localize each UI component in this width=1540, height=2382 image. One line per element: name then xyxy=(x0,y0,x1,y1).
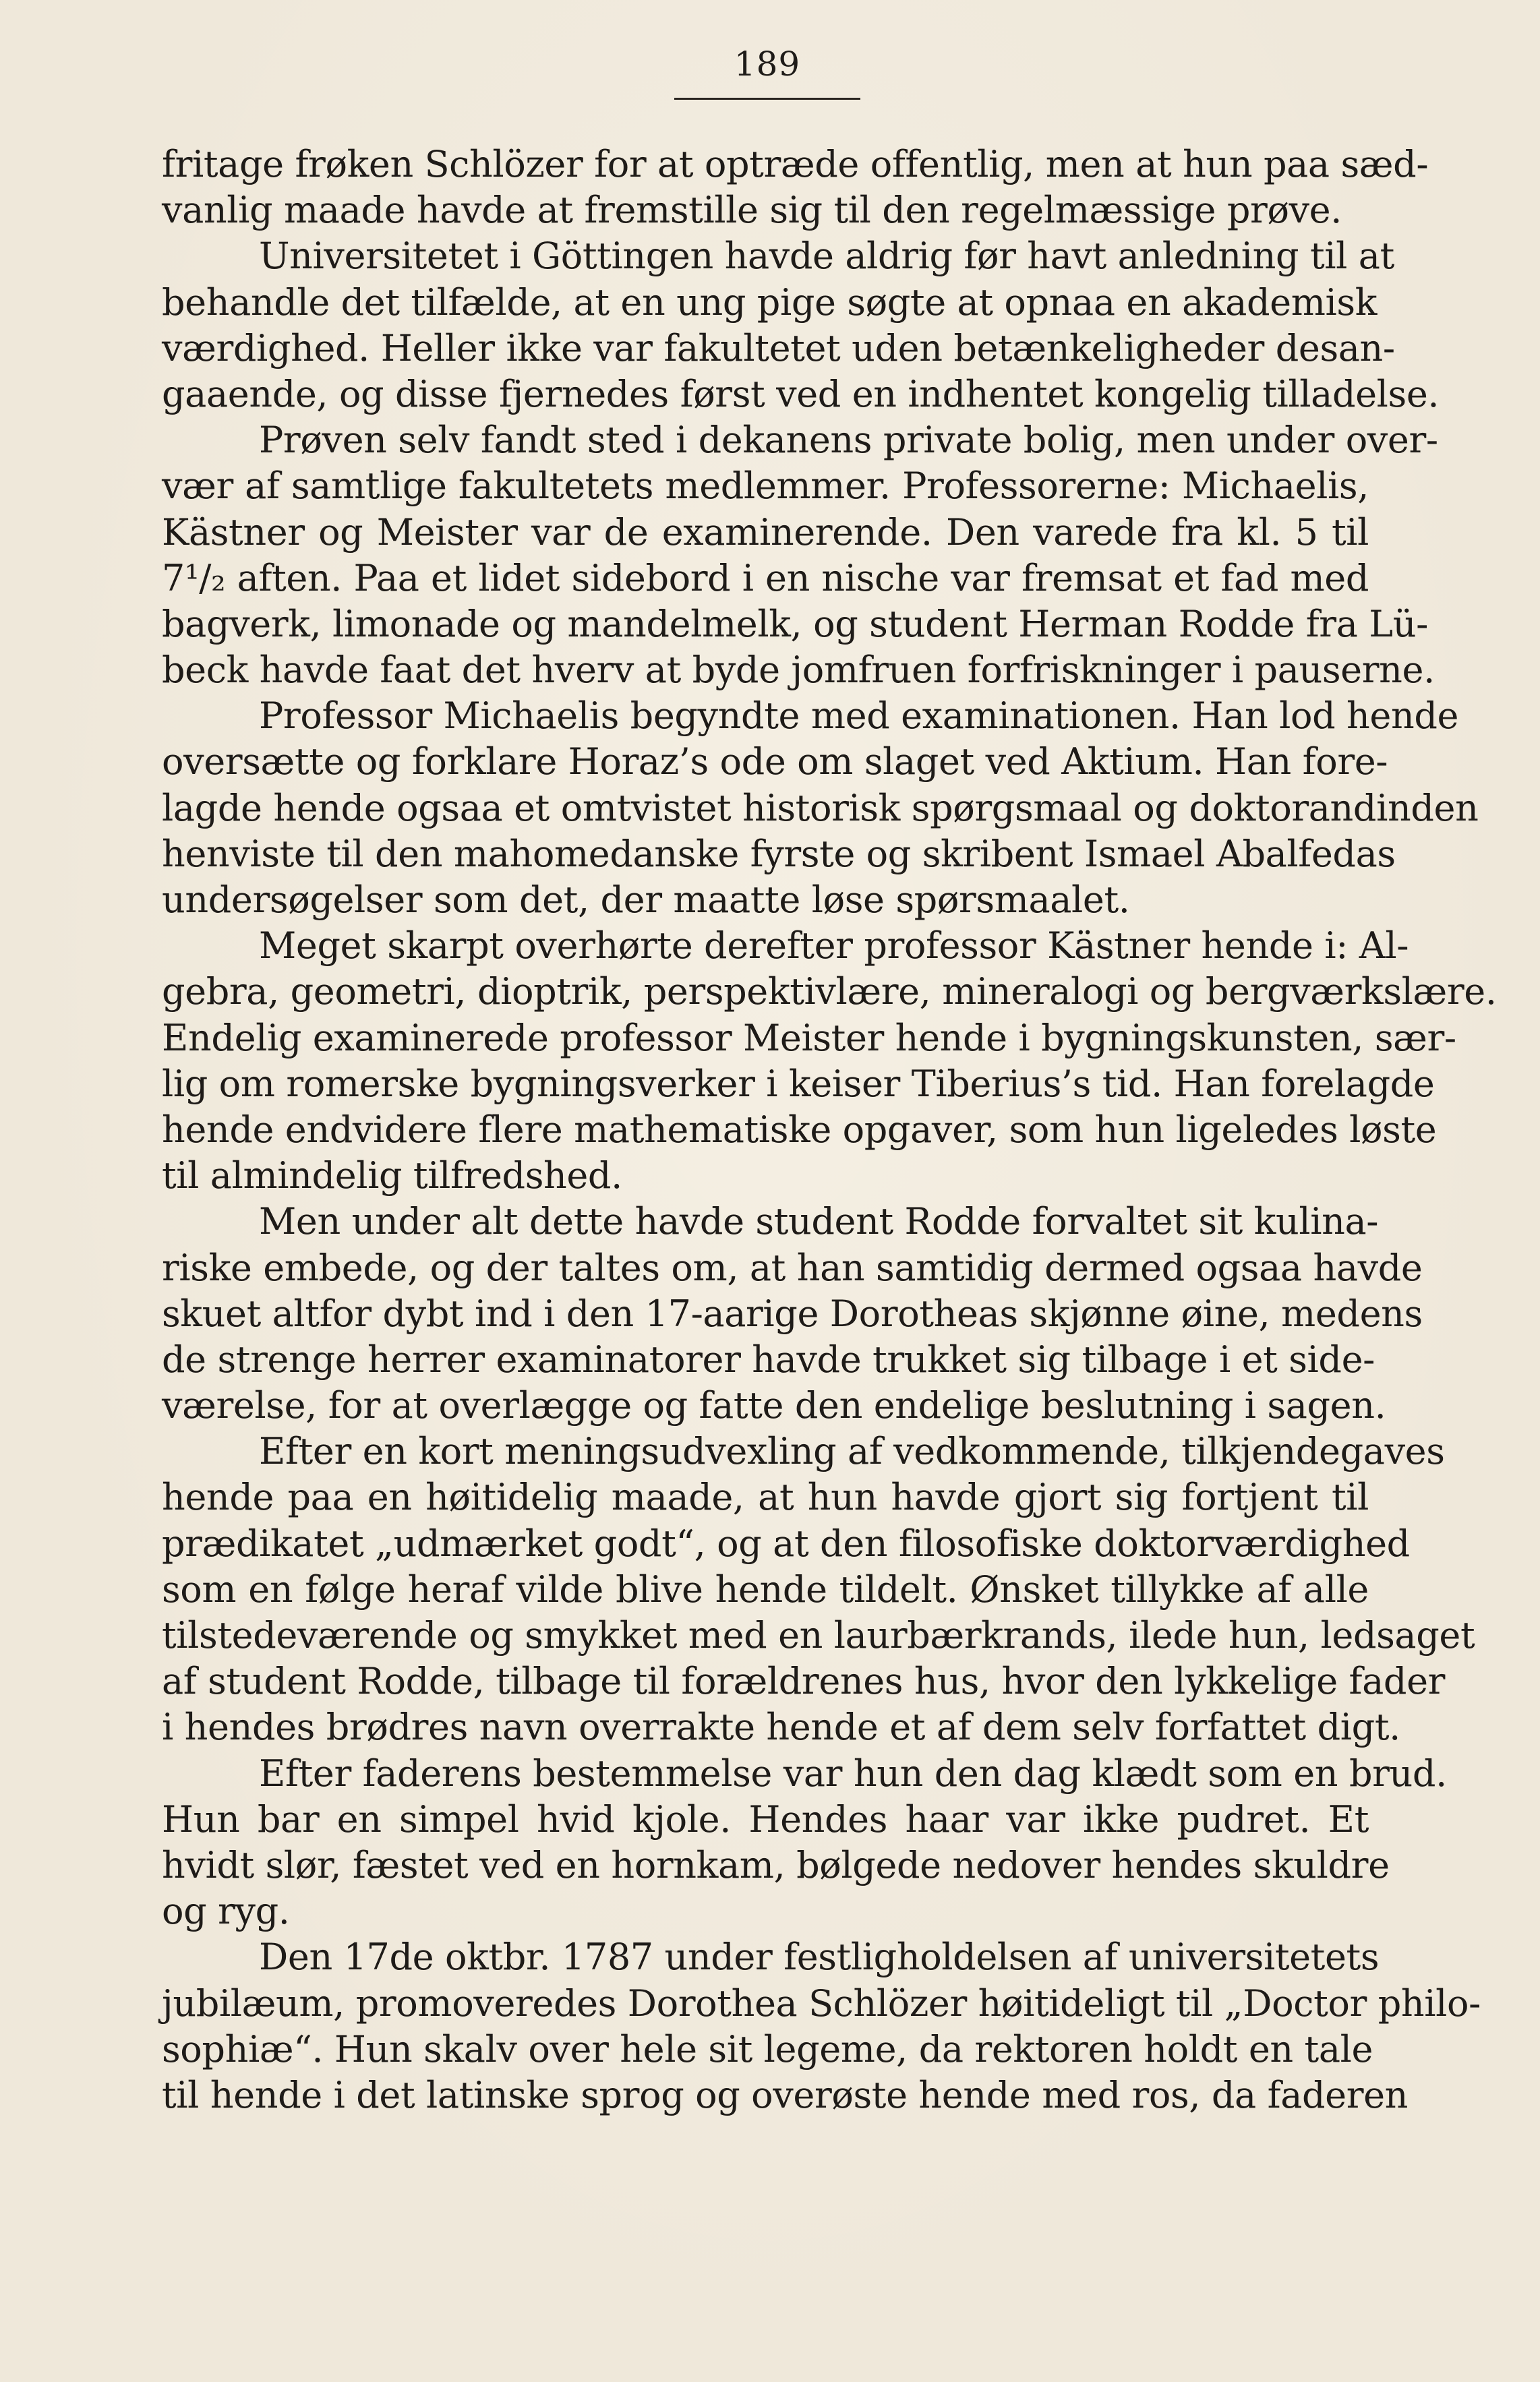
text-line: af student Rodde, tilbage til forældrenes hus, hvor den lykkelige fader xyxy=(162,1660,1446,1703)
text-line: undersøgelser som det, der maatte løse spørsmaalet. xyxy=(162,879,1130,921)
text-line: lig om romerske bygningsverker i keiser Tiberius’s tid. Han forelagde xyxy=(162,1062,1435,1105)
text-line: de strenge herrer examinatorer havde trukket sig tilbage i et side- xyxy=(162,1338,1375,1381)
text-line: til almindelig tilfredshed. xyxy=(162,1154,622,1197)
text-line: til hende i det latinske sprog og overøste hende med ros, da faderen xyxy=(162,2073,1409,2116)
text-line: vær af samtlige fakultetets medlemmer. Professorerne: Michaelis, xyxy=(162,465,1369,508)
text-line: som en følge heraf vilde blive hende tildelt. Ønsket tillykke af alle xyxy=(162,1568,1369,1611)
body-text xyxy=(162,142,1497,2118)
text-line: vanlig maade havde at fremstille sig til den regelmæssige prøve. xyxy=(162,189,1342,232)
text-line: jubilæum, promoveredes Dorothea Schlözer høitideligt til „Doctor philo- xyxy=(162,1982,1481,2025)
text-line: Professor Michaelis begyndte med examinationen. Han lod hende xyxy=(259,694,1459,738)
text-line: Universitetet i Göttingen havde aldrig før havt anledning til at xyxy=(259,235,1394,278)
text-line: Endelig examinerede professor Meister hende i bygningskunsten, sær- xyxy=(162,1016,1456,1059)
text-line: bagverk, limonade og mandelmelk, og student Herman Rodde fra Lü- xyxy=(162,602,1428,645)
text-line: hvidt slør, fæstet ved en hornkam, bølgede nedover hendes skuldre xyxy=(162,1843,1390,1886)
text-line: hende paa en høitidelig maade, at hun havde gjort sig fortjent til xyxy=(162,1476,1369,1519)
text-line: lagde hende ogsaa et omtvistet historisk spørgsmaal og doktorandinden xyxy=(162,786,1479,829)
text-line: Kästner og Meister var de examinerende. Den varede fra kl. 5 til xyxy=(162,510,1369,554)
text-line: tilstedeværende og smykket med en laurbærkrands, ilede hun, ledsaget xyxy=(162,1614,1475,1657)
text-line: gebra, geometri, dioptrik, perspektivlære, mineralogi og bergværkslære. xyxy=(162,970,1497,1013)
text-line: gaaende, og disse fjernedes først ved en indhentet kongelig tilladelse. xyxy=(162,372,1440,415)
text-line: værelse, for at overlægge og fatte den endelige beslutning i sagen. xyxy=(162,1384,1386,1427)
page-number: 189 xyxy=(734,44,801,84)
text-line: Den 17de oktbr. 1787 under festligholdelsen af universitetets xyxy=(259,1936,1380,1979)
text-line: værdighed. Heller ikke var fakultetet uden betænkeligheder desan- xyxy=(162,326,1395,369)
text-line: riske embede, og der taltes om, at han samtidig dermed ogsaa havde xyxy=(162,1246,1423,1289)
text-line: Meget skarpt overhørte derefter professor Kästner hende i: Al- xyxy=(259,924,1409,967)
text-line: Efter faderens bestemmelse var hun den dag klædt som en brud. xyxy=(259,1752,1447,1795)
text-line: sophiæ“. Hun skalv over hele sit legeme, da rektoren holdt en tale xyxy=(162,2027,1373,2071)
text-line: 7¹/₂ aften. Paa et lidet sidebord i en nische var fremsat et fad med xyxy=(162,556,1369,599)
text-line: beck havde faat det hverv at byde jomfruen forfriskninger i pauserne. xyxy=(162,649,1435,692)
header-rule xyxy=(674,98,860,100)
text-line: oversætte og forklare Horaz’s ode om slaget ved Aktium. Han fore- xyxy=(162,740,1388,783)
text-line: henviste til den mahomedanske fyrste og skribent Ismael Abalfedas xyxy=(162,832,1396,875)
text-line: Men under alt dette havde student Rodde forvaltet sit kulina- xyxy=(259,1200,1379,1243)
text-line: Hun bar en simpel hvid kjole. Hendes haar var ikke pudret. Et xyxy=(162,1797,1369,1841)
text-line: og ryg. xyxy=(162,1890,290,1933)
text-line: hende endvidere flere mathematiske opgaver, som hun ligeledes løste xyxy=(162,1108,1437,1151)
text-line: Prøven selv fandt sted i dekanens private bolig, men under over- xyxy=(259,419,1438,462)
text-line: i hendes brødres navn overrakte hende et af dem selv forfattet digt. xyxy=(162,1706,1400,1749)
text-line: Efter en kort meningsudvexling af vedkommende, tilkjendegaves xyxy=(259,1430,1445,1473)
text-line: skuet altfor dybt ind i den 17-aarige Dorotheas skjønne øine, medens xyxy=(162,1292,1423,1335)
text-line: prædikatet „udmærket godt“, og at den filosofiske doktorværdighed xyxy=(162,1522,1410,1565)
text-line: fritage frøken Schlözer for at optræde offentlig, men at hun paa sæd- xyxy=(162,143,1429,185)
text-line: behandle det tilfælde, at en ung pige søgte at opnaa en akademisk xyxy=(162,280,1378,324)
